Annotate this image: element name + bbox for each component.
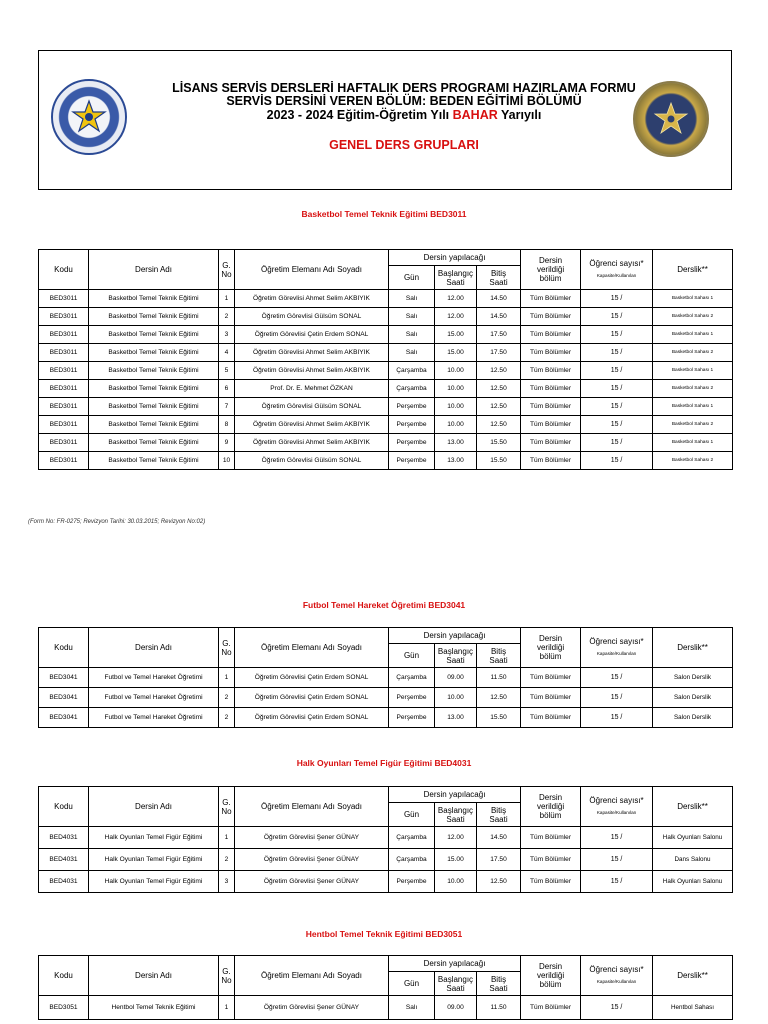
header-kodu: Kodu <box>39 250 89 290</box>
group-title: GENEL DERS GRUPLARI <box>329 138 479 152</box>
header-verildigi-line3: bölüm <box>539 652 562 661</box>
cell-dersin-adi: Basketbol Temel Teknik Eğitimi <box>89 434 219 452</box>
cell-ogretim-elemani: Öğretim Görevlisi Çetin Erdem SONAL <box>235 708 389 728</box>
cell-derslik: Halk Oyunları Salonu <box>653 871 733 893</box>
schedule-table-basketball <box>38 249 733 470</box>
cell-baslangic: 10.00 <box>435 380 477 398</box>
header-ogretim-elemani: Öğretim Elemanı Adı Soyadı <box>235 628 389 668</box>
header-grup-no-line2: No <box>221 269 232 279</box>
table-row <box>39 849 733 871</box>
cell-baslangic: 09.00 <box>435 668 477 688</box>
cell-bitis: 14.50 <box>477 290 521 308</box>
cell-derslik: Basketbol Sahası 1 <box>653 290 733 308</box>
cell-ogretim-elemani: Öğretim Görevlisi Ahmet Selim AKBIYIK <box>235 362 389 380</box>
cell-ogretim-elemani: Öğretim Görevlisi Gülsüm SONAL <box>235 398 389 416</box>
cell-kodu: BED3011 <box>39 380 89 398</box>
cell-ogretim-elemani: Öğretim Görevlisi Çetin Erdem SONAL <box>235 688 389 708</box>
header-derslik: Derslik** <box>653 628 733 668</box>
cell-gun: Çarşamba <box>389 827 435 849</box>
cell-ogrenci-sayisi: 15 / <box>581 398 653 416</box>
header-baslangic-saati <box>435 644 477 668</box>
cell-ogrenci-sayisi: 15 / <box>581 326 653 344</box>
cell-derslik: Hentbol Sahası <box>653 996 733 1020</box>
cell-dersin-adi: Basketbol Temel Teknik Eğitimi <box>89 290 219 308</box>
cell-verildigi-bolum: Tüm Bölümler <box>521 416 581 434</box>
cell-kodu: BED3011 <box>39 344 89 362</box>
table-row <box>39 326 733 344</box>
header-bitis-line2: Saati <box>489 983 508 993</box>
table-row <box>39 452 733 470</box>
cell-kodu: BED3011 <box>39 398 89 416</box>
cell-baslangic: 12.00 <box>435 308 477 326</box>
header-baslangic-line1: Başlangıç <box>437 268 474 278</box>
cell-derslik: Dans Salonu <box>653 849 733 871</box>
header-bitis-line1: Bitiş <box>490 805 507 815</box>
cell-gun: Çarşamba <box>389 849 435 871</box>
header-verildigi-line1: Dersin <box>538 962 563 971</box>
star-seal-icon <box>653 101 689 137</box>
header-baslangic-saati <box>435 803 477 827</box>
cell-bitis: 12.50 <box>477 416 521 434</box>
cell-dersin-adi: Halk Oyunları Temel Figür Eğitimi <box>89 849 219 871</box>
cell-baslangic: 13.00 <box>435 452 477 470</box>
cell-verildigi-bolum: Tüm Bölümler <box>521 290 581 308</box>
cell-gun: Perşembe <box>389 452 435 470</box>
cell-gun: Salı <box>389 290 435 308</box>
header-bitis-line2: Saati <box>489 655 508 665</box>
cell-verildigi-bolum: Tüm Bölümler <box>521 398 581 416</box>
table-row <box>39 871 733 893</box>
header-bitis-line2: Saati <box>489 814 508 824</box>
header-kapasite-label: Kapasite/Kullanılan <box>596 273 637 278</box>
header-verildigi-line2: verildiği <box>536 643 565 652</box>
cell-grup-no: 2 <box>219 849 235 871</box>
cell-verildigi-bolum: Tüm Bölümler <box>521 362 581 380</box>
cell-bitis: 15.50 <box>477 452 521 470</box>
cell-grup-no: 2 <box>219 308 235 326</box>
cell-ogretim-elemani: Öğretim Görevlisi Ahmet Selim AKBIYIK <box>235 416 389 434</box>
cell-grup-no: 4 <box>219 344 235 362</box>
cell-dersin-adi: Basketbol Temel Teknik Eğitimi <box>89 362 219 380</box>
header-ogretim-elemani: Öğretim Elemanı Adı Soyadı <box>235 250 389 290</box>
table-row <box>39 398 733 416</box>
cell-bitis: 12.50 <box>477 380 521 398</box>
cell-gun: Perşembe <box>389 398 435 416</box>
cell-gun: Salı <box>389 344 435 362</box>
header-kodu: Kodu <box>39 628 89 668</box>
header-dersin-adi: Dersin Adı <box>89 628 219 668</box>
cell-baslangic: 10.00 <box>435 416 477 434</box>
department-title: SERVİS DERSİNİ VEREN BÖLÜM: BEDEN EĞİTİMİ BÖLÜMÜ <box>226 94 582 108</box>
cell-grup-no: 5 <box>219 362 235 380</box>
cell-verildigi-bolum: Tüm Bölümler <box>521 380 581 398</box>
header-grup-no <box>219 628 235 668</box>
cell-dersin-adi: Halk Oyunları Temel Figür Eğitimi <box>89 827 219 849</box>
cell-kodu: BED3041 <box>39 708 89 728</box>
cell-bitis: 12.50 <box>477 362 521 380</box>
header-kodu: Kodu <box>39 787 89 827</box>
cell-verildigi-bolum: Tüm Bölümler <box>521 871 581 893</box>
cell-ogretim-elemani: Öğretim Görevlisi Çetin Erdem SONAL <box>235 668 389 688</box>
cell-gun: Perşembe <box>389 416 435 434</box>
cell-dersin-adi: Futbol ve Temel Hareket Öğretimi <box>89 668 219 688</box>
cell-ogrenci-sayisi: 15 / <box>581 708 653 728</box>
university-logo-left <box>51 79 127 155</box>
cell-derslik: Basketbol Sahası 1 <box>653 326 733 344</box>
header-ogrenci-label: Öğrenci sayısı* <box>589 796 644 805</box>
cell-bitis: 15.50 <box>477 434 521 452</box>
header-baslangic-line2: Saati <box>446 277 465 287</box>
header-derslik: Derslik** <box>653 787 733 827</box>
cell-kodu: BED3011 <box>39 290 89 308</box>
table-row <box>39 708 733 728</box>
cell-derslik: Basketbol Sahası 2 <box>653 380 733 398</box>
cell-kodu: BED3011 <box>39 434 89 452</box>
cell-ogrenci-sayisi: 15 / <box>581 849 653 871</box>
cell-derslik: Basketbol Sahası 2 <box>653 308 733 326</box>
cell-ogretim-elemani: Öğretim Görevlisi Çetin Erdem SONAL <box>235 326 389 344</box>
cell-baslangic: 13.00 <box>435 708 477 728</box>
cell-ogretim-elemani: Öğretim Görevlisi Şener GÜNAY <box>235 871 389 893</box>
cell-gun: Perşembe <box>389 688 435 708</box>
cell-ogrenci-sayisi: 15 / <box>581 827 653 849</box>
cell-baslangic: 15.00 <box>435 849 477 871</box>
cell-verildigi-bolum: Tüm Bölümler <box>521 326 581 344</box>
cell-dersin-adi: Futbol ve Temel Hareket Öğretimi <box>89 688 219 708</box>
cell-baslangic: 10.00 <box>435 688 477 708</box>
cell-derslik: Basketbol Sahası 2 <box>653 452 733 470</box>
header-kapasite-label: Kapasite/Kullanılan <box>596 979 637 984</box>
header-grup-no-line2: No <box>221 806 232 816</box>
header-gun: Gün <box>389 972 435 996</box>
header-bitis-saati <box>477 644 521 668</box>
cell-derslik: Basketbol Sahası 1 <box>653 362 733 380</box>
cell-gun: Çarşamba <box>389 668 435 688</box>
header-grup-no-line1: G. <box>222 260 231 270</box>
cell-gun: Perşembe <box>389 871 435 893</box>
cell-derslik: Basketbol Sahası 2 <box>653 416 733 434</box>
table-row <box>39 668 733 688</box>
cell-grup-no: 7 <box>219 398 235 416</box>
cell-ogrenci-sayisi: 15 / <box>581 308 653 326</box>
cell-ogretim-elemani: Öğretim Görevlisi Gülsüm SONAL <box>235 308 389 326</box>
table-row <box>39 416 733 434</box>
cell-ogretim-elemani: Öğretim Görevlisi Ahmet Selim AKBIYIK <box>235 344 389 362</box>
header-verildigi-line2: verildiği <box>536 802 565 811</box>
cell-ogrenci-sayisi: 15 / <box>581 362 653 380</box>
cell-baslangic: 15.00 <box>435 344 477 362</box>
cell-dersin-adi: Hentbol Temel Teknik Eğitimi <box>89 996 219 1020</box>
cell-gun: Salı <box>389 308 435 326</box>
cell-kodu: BED3041 <box>39 688 89 708</box>
header-verildigi-line1: Dersin <box>538 793 563 802</box>
cell-ogrenci-sayisi: 15 / <box>581 290 653 308</box>
cell-grup-no: 3 <box>219 326 235 344</box>
header-kapasite-label: Kapasite/Kullanılan <box>596 810 637 815</box>
header-baslangic-line1: Başlangıç <box>437 805 474 815</box>
cell-grup-no: 6 <box>219 380 235 398</box>
cell-kodu: BED3011 <box>39 308 89 326</box>
header-kapasite-label: Kapasite/Kullanılan <box>596 651 637 656</box>
semester-label: BAHAR <box>452 108 498 122</box>
table-row <box>39 344 733 362</box>
cell-dersin-adi: Basketbol Temel Teknik Eğitimi <box>89 398 219 416</box>
cell-bitis: 17.50 <box>477 849 521 871</box>
cell-grup-no: 1 <box>219 827 235 849</box>
header-grup-no-line1: G. <box>222 797 231 807</box>
cell-dersin-adi: Basketbol Temel Teknik Eğitimi <box>89 308 219 326</box>
cell-baslangic: 10.00 <box>435 398 477 416</box>
header-verildigi-bolum <box>521 956 581 996</box>
section-title-football: Futbol Temel Hareket Öğretimi BED3041 <box>302 600 466 610</box>
cell-dersin-adi: Basketbol Temel Teknik Eğitimi <box>89 344 219 362</box>
cell-baslangic: 12.00 <box>435 827 477 849</box>
cell-baslangic: 15.00 <box>435 326 477 344</box>
cell-ogretim-elemani: Öğretim Görevlisi Ahmet Selim AKBIYIK <box>235 434 389 452</box>
cell-derslik: Salon Derslik <box>653 688 733 708</box>
cell-ogrenci-sayisi: 15 / <box>581 452 653 470</box>
header-verildigi-bolum <box>521 628 581 668</box>
form-title: LİSANS SERVİS DERSLERİ HAFTALIK DERS PROGRAMI HAZIRLAMA FORMU <box>172 81 636 95</box>
cell-kodu: BED3011 <box>39 326 89 344</box>
cell-verildigi-bolum: Tüm Bölümler <box>521 308 581 326</box>
cell-baslangic: 10.00 <box>435 362 477 380</box>
header-dersin-yapilacagi: Dersin yapılacağı <box>389 628 521 644</box>
cell-dersin-adi: Basketbol Temel Teknik Eğitimi <box>89 380 219 398</box>
cell-bitis: 17.50 <box>477 344 521 362</box>
header-gun: Gün <box>389 266 435 290</box>
cell-bitis: 14.50 <box>477 827 521 849</box>
table-header-row <box>39 628 733 644</box>
header-bitis-line2: Saati <box>489 277 508 287</box>
header-verildigi-bolum <box>521 787 581 827</box>
university-logo-right <box>633 81 709 157</box>
cell-baslangic: 10.00 <box>435 871 477 893</box>
cell-ogrenci-sayisi: 15 / <box>581 434 653 452</box>
cell-kodu: BED4031 <box>39 871 89 893</box>
header-verildigi-line2: verildiği <box>536 265 565 274</box>
cell-grup-no: 1 <box>219 290 235 308</box>
section-title-folk-dance: Halk Oyunları Temel Figür Eğitimi BED4031 <box>296 758 472 768</box>
cell-ogretim-elemani: Öğretim Görevlisi Şener GÜNAY <box>235 849 389 871</box>
cell-dersin-adi: Basketbol Temel Teknik Eğitimi <box>89 326 219 344</box>
header-ogrenci-label: Öğrenci sayısı* <box>589 965 644 974</box>
cell-baslangic: 13.00 <box>435 434 477 452</box>
header-baslangic-line1: Başlangıç <box>437 974 474 984</box>
header-verildigi-line3: bölüm <box>539 980 562 989</box>
cell-kodu: BED3011 <box>39 362 89 380</box>
header-grup-no-line2: No <box>221 647 232 657</box>
header-derslik: Derslik** <box>653 956 733 996</box>
cell-bitis: 12.50 <box>477 688 521 708</box>
cell-derslik: Basketbol Sahası 1 <box>653 434 733 452</box>
cell-grup-no: 1 <box>219 668 235 688</box>
header-grup-no <box>219 250 235 290</box>
table-header-row <box>39 787 733 803</box>
cell-baslangic: 09.00 <box>435 996 477 1020</box>
header-baslangic-saati <box>435 266 477 290</box>
cell-verildigi-bolum: Tüm Bölümler <box>521 849 581 871</box>
cell-verildigi-bolum: Tüm Bölümler <box>521 996 581 1020</box>
header-ogrenci-label: Öğrenci sayısı* <box>589 637 644 646</box>
cell-bitis: 12.50 <box>477 871 521 893</box>
form-note: (Form No: FR-0275; Revizyon Tarihi: 30.03.2015; Revizyon No:02) <box>28 519 206 525</box>
header-bitis-line1: Bitiş <box>490 646 507 656</box>
header-ogrenci-label: Öğrenci sayısı* <box>589 259 644 268</box>
header-verildigi-line1: Dersin <box>538 256 563 265</box>
table-row <box>39 827 733 849</box>
header-verildigi-line3: bölüm <box>539 811 562 820</box>
header-grup-no-line2: No <box>221 975 232 985</box>
header-bitis-line1: Bitiş <box>490 974 507 984</box>
cell-ogrenci-sayisi: 15 / <box>581 416 653 434</box>
header-dersin-yapilacagi: Dersin yapılacağı <box>389 956 521 972</box>
cell-derslik: Basketbol Sahası 1 <box>653 398 733 416</box>
star-emblem-icon <box>71 99 107 135</box>
cell-bitis: 15.50 <box>477 708 521 728</box>
cell-derslik: Basketbol Sahası 2 <box>653 344 733 362</box>
header-derslik: Derslik** <box>653 250 733 290</box>
header-ogrenci-sayisi <box>581 628 653 668</box>
cell-grup-no: 2 <box>219 708 235 728</box>
header-kodu: Kodu <box>39 956 89 996</box>
cell-verildigi-bolum: Tüm Bölümler <box>521 434 581 452</box>
cell-ogrenci-sayisi: 15 / <box>581 688 653 708</box>
cell-baslangic: 12.00 <box>435 290 477 308</box>
form-header <box>38 50 732 190</box>
table-header-row <box>39 250 733 266</box>
cell-kodu: BED3011 <box>39 416 89 434</box>
header-baslangic-line2: Saati <box>446 655 465 665</box>
cell-ogretim-elemani: Öğretim Görevlisi Gülsüm SONAL <box>235 452 389 470</box>
cell-gun: Çarşamba <box>389 362 435 380</box>
header-dersin-yapilacagi: Dersin yapılacağı <box>389 787 521 803</box>
table-row <box>39 434 733 452</box>
header-dersin-yapilacagi: Dersin yapılacağı <box>389 250 521 266</box>
header-verildigi-line1: Dersin <box>538 634 563 643</box>
header-grup-no-line1: G. <box>222 966 231 976</box>
header-bitis-line1: Bitiş <box>490 268 507 278</box>
header-gun: Gün <box>389 803 435 827</box>
table-row <box>39 380 733 398</box>
header-bitis-saati <box>477 803 521 827</box>
cell-gun: Perşembe <box>389 708 435 728</box>
cell-gun: Perşembe <box>389 434 435 452</box>
header-grup-no <box>219 787 235 827</box>
cell-grup-no: 2 <box>219 688 235 708</box>
header-dersin-adi: Dersin Adı <box>89 250 219 290</box>
schedule-table-folk-dance <box>38 786 733 893</box>
cell-gun: Çarşamba <box>389 380 435 398</box>
cell-kodu: BED4031 <box>39 827 89 849</box>
cell-bitis: 11.50 <box>477 996 521 1020</box>
schedule-table-football <box>38 627 733 728</box>
cell-verildigi-bolum: Tüm Bölümler <box>521 827 581 849</box>
section-title-basketball: Basketbol Temel Teknik Eğitimi BED3011 <box>301 209 467 219</box>
cell-derslik: Salon Derslik <box>653 668 733 688</box>
cell-verildigi-bolum: Tüm Bölümler <box>521 344 581 362</box>
cell-dersin-adi: Halk Oyunları Temel Figür Eğitimi <box>89 871 219 893</box>
header-baslangic-saati <box>435 972 477 996</box>
cell-kodu: BED3011 <box>39 452 89 470</box>
cell-grup-no: 3 <box>219 871 235 893</box>
cell-ogretim-elemani: Öğretim Görevlisi Ahmet Selim AKBIYIK <box>235 290 389 308</box>
cell-gun: Salı <box>389 996 435 1020</box>
header-baslangic-line1: Başlangıç <box>437 646 474 656</box>
table-header-row <box>39 956 733 972</box>
table-row <box>39 362 733 380</box>
cell-dersin-adi: Futbol ve Temel Hareket Öğretimi <box>89 708 219 728</box>
cell-grup-no: 10 <box>219 452 235 470</box>
header-baslangic-line2: Saati <box>446 814 465 824</box>
header-ogretim-elemani: Öğretim Elemanı Adı Soyadı <box>235 956 389 996</box>
header-verildigi-line3: bölüm <box>539 274 562 283</box>
cell-derslik: Halk Oyunları Salonu <box>653 827 733 849</box>
cell-ogretim-elemani: Öğretim Görevlisi Şener GÜNAY <box>235 827 389 849</box>
cell-ogrenci-sayisi: 15 / <box>581 344 653 362</box>
cell-kodu: BED3041 <box>39 668 89 688</box>
header-bitis-saati <box>477 266 521 290</box>
section-title-handball: Hentbol Temel Teknik Eğitimi BED3051 <box>305 929 463 939</box>
cell-grup-no: 8 <box>219 416 235 434</box>
cell-grup-no: 9 <box>219 434 235 452</box>
cell-verildigi-bolum: Tüm Bölümler <box>521 688 581 708</box>
cell-grup-no: 1 <box>219 996 235 1020</box>
cell-verildigi-bolum: Tüm Bölümler <box>521 668 581 688</box>
cell-ogrenci-sayisi: 15 / <box>581 380 653 398</box>
header-dersin-adi: Dersin Adı <box>89 787 219 827</box>
cell-kodu: BED3051 <box>39 996 89 1020</box>
header-ogrenci-sayisi <box>581 787 653 827</box>
academic-year: 2023 - 2024 Eğitim-Öğretim Yılı BAHAR Yarıyılı <box>266 108 542 122</box>
table-row <box>39 688 733 708</box>
header-ogretim-elemani: Öğretim Elemanı Adı Soyadı <box>235 787 389 827</box>
cell-ogrenci-sayisi: 15 / <box>581 871 653 893</box>
cell-ogretim-elemani: Prof. Dr. E. Mehmet ÖZKAN <box>235 380 389 398</box>
cell-verildigi-bolum: Tüm Bölümler <box>521 452 581 470</box>
header-bitis-saati <box>477 972 521 996</box>
header-gun: Gün <box>389 644 435 668</box>
cell-bitis: 11.50 <box>477 668 521 688</box>
cell-dersin-adi: Basketbol Temel Teknik Eğitimi <box>89 416 219 434</box>
cell-ogrenci-sayisi: 15 / <box>581 668 653 688</box>
header-verildigi-bolum <box>521 250 581 290</box>
cell-dersin-adi: Basketbol Temel Teknik Eğitimi <box>89 452 219 470</box>
cell-ogretim-elemani: Öğretim Görevlisi Şener GÜNAY <box>235 996 389 1020</box>
header-verildigi-line2: verildiği <box>536 971 565 980</box>
schedule-table-handball <box>38 955 733 1020</box>
cell-verildigi-bolum: Tüm Bölümler <box>521 708 581 728</box>
cell-bitis: 17.50 <box>477 326 521 344</box>
header-dersin-adi: Dersin Adı <box>89 956 219 996</box>
cell-derslik: Salon Derslik <box>653 708 733 728</box>
cell-kodu: BED4031 <box>39 849 89 871</box>
header-ogrenci-sayisi <box>581 250 653 290</box>
header-ogrenci-sayisi <box>581 956 653 996</box>
header-grup-no-line1: G. <box>222 638 231 648</box>
header-baslangic-line2: Saati <box>446 983 465 993</box>
header-grup-no <box>219 956 235 996</box>
table-row <box>39 308 733 326</box>
cell-bitis: 14.50 <box>477 308 521 326</box>
cell-ogrenci-sayisi: 15 / <box>581 996 653 1020</box>
cell-gun: Salı <box>389 326 435 344</box>
table-row <box>39 996 733 1020</box>
cell-bitis: 12.50 <box>477 398 521 416</box>
table-row <box>39 290 733 308</box>
